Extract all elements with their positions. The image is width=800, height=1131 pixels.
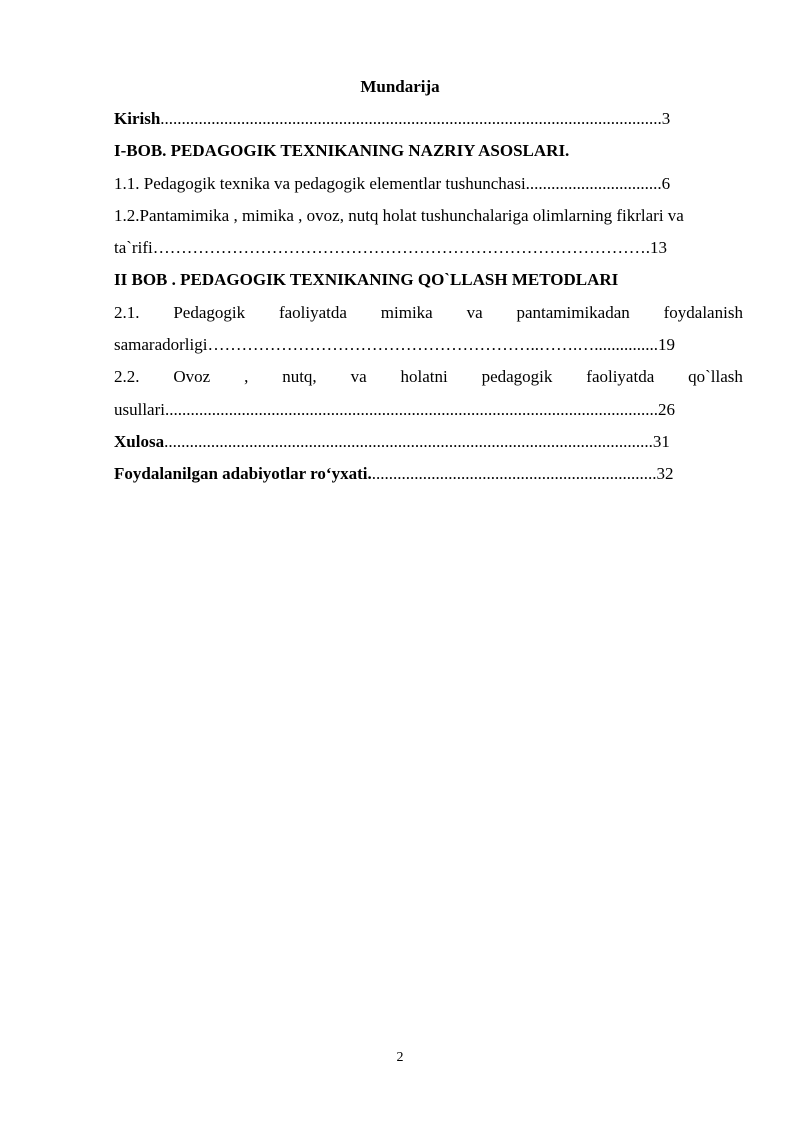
toc-entry-references[interactable] (114, 463, 743, 485)
toc-entry-2-2-line-1[interactable] (114, 366, 743, 388)
toc-word: pedagogik (481, 367, 553, 387)
toc-word: nutq, (282, 367, 317, 387)
toc-chapter-1-heading[interactable]: I-BOB. PEDAGOGIK TEXNIKANING NAZRIY ASOSLARI. (114, 141, 570, 161)
toc-entry-label: Foydalanilgan adabiyotlar ro‘yxati. (114, 464, 372, 484)
toc-entry-1-1[interactable]: 1.1. Pedagogik texnika va pedagogik elementlar tushunchasi................................6 (114, 173, 671, 193)
toc-entry-leader: ...................................................................32 (371, 464, 674, 484)
toc-entry-leader: ...................................................................................................................31 (164, 431, 670, 451)
toc-word: , (244, 367, 249, 387)
toc-word: 2.2. (114, 367, 140, 387)
toc-word: va (466, 302, 483, 322)
page-number: 2 (396, 1050, 404, 1065)
toc-word: foydalanish (663, 302, 743, 322)
toc-entry-leader: ......................................................................................................................3 (160, 109, 671, 128)
toc-entry-kirish[interactable] (114, 108, 743, 130)
toc-entry-1-2-line-1[interactable]: 1.2.Pantamimika , mimika , ovoz, nutq holat tushunchalariga olimlarning fikrlari va (114, 205, 684, 225)
toc-entry-2-1-line-2[interactable]: samaradorligi…………………………………………………..…….…...............19 (114, 335, 675, 355)
toc-title: Mundarija (360, 77, 440, 96)
toc-entry-2-2-line-2[interactable]: usullari....................................................................................................................26 (114, 399, 675, 419)
toc-entry-label: Kirish (114, 109, 161, 128)
toc-word: Ovoz (173, 367, 211, 387)
toc-entry-1-2-line-2[interactable]: ta`rifi…………………………………………………………………………….13 (114, 238, 667, 258)
toc-word: faoliyatda (278, 302, 347, 322)
toc-word: pantamimikadan (516, 302, 630, 322)
toc-word: faoliyatda (586, 367, 655, 387)
toc-word: Pedagogik (173, 302, 246, 322)
toc-entry-xulosa[interactable] (114, 431, 743, 453)
table-of-contents (114, 108, 743, 496)
toc-word: 2.1. (114, 302, 140, 322)
toc-chapter-2-heading[interactable]: II BOB . PEDAGOGIK TEXNIKANING QO`LLASH METODLARI (114, 270, 619, 290)
toc-word: holatni (400, 367, 448, 387)
toc-entry-label: Xulosa (114, 431, 165, 451)
toc-word: va (350, 367, 367, 387)
toc-word: qo`llash (688, 367, 743, 387)
toc-word: mimika (380, 302, 433, 322)
toc-entry-2-1-line-1[interactable] (114, 302, 743, 324)
